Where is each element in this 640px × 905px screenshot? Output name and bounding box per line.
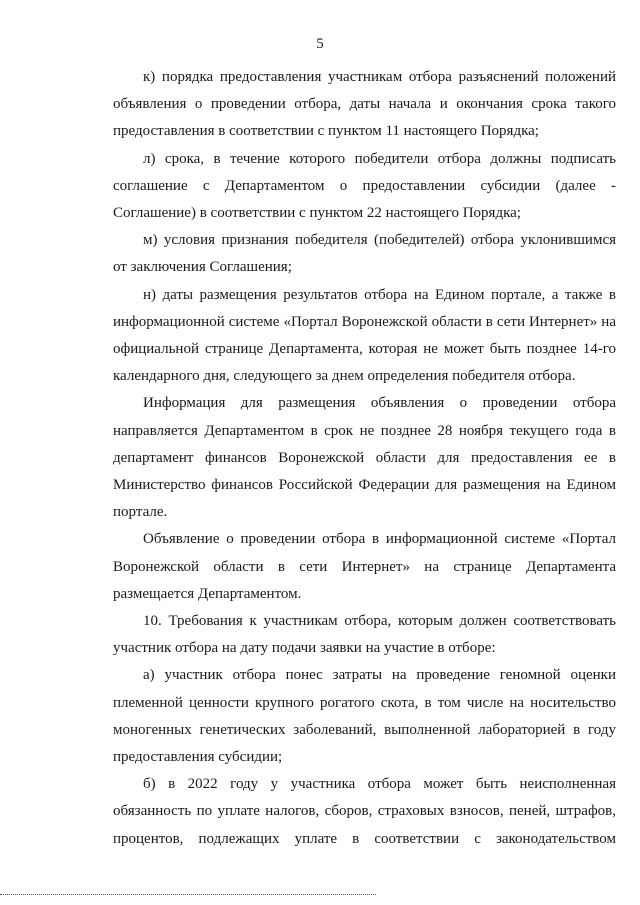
paragraph-item-n: н) даты размещения результатов отбора на Едином портале, а также в информационной системе «Портал Воронежской области в сети Интернет» на официальной странице Департамента, которая не может быть позднее 14-го календарного дня, следующего за днем определения победителя отбора. — [113, 286, 616, 385]
page-number: 5 — [316, 36, 324, 52]
paragraph-item-m: м) условия признания победителя (победителей) отбора уклонившимся от заключения Соглашения; — [113, 232, 616, 276]
paragraph-announcement-placement: Объявление о проведении отбора в информационной системе «Портал Воронежской области в сети Интернет» на странице Департамента размещается Департаментом. — [113, 531, 616, 602]
paragraph-item-k: к) порядка предоставления участникам отбора разъяснений положений объявления о проведении отбора, даты начала и окончания срока такого предоставления в соответствии с пунктом 11 настоящего Порядка; — [113, 69, 616, 140]
footer-divider — [0, 894, 376, 895]
paragraph-item-b: б) в 2022 году у участника отбора может быть неисполненная обязанность по уплате налогов, сборов, страховых взносов, пеней, штрафов, процентов, подлежащих уплате в соответствии с законодательством — [113, 776, 616, 847]
paragraph-item-l: л) срока, в течение которого победители отбора должны подписать соглашение с Департаментом о предоставлении субсидии (далее - Соглашение) в соответствии с пунктом 22 настоящего Порядка; — [113, 150, 616, 222]
document-body — [113, 64, 616, 853]
paragraph-item-a: а) участник отбора понес затраты на проведение геномной оценки племенной ценности крупного рогатого скота, в том числе на носительство моногенных генетических заболеваний, выполненной лабораторией в году предоставления субсидии; — [113, 667, 616, 766]
paragraph-section-10-requirements: 10. Требования к участникам отбора, которым должен соответствовать участник отбора на дату подачи заявки на участие в отборе: — [113, 613, 616, 657]
paragraph-announcement-info: Информация для размещения объявления о проведении отбора направляется Департаментом в срок не позднее 28 ноября текущего года в департамент финансов Воронежской области для предоставления ее в Министерство финансов Российской Федерации для размещения на Едином портале. — [113, 395, 616, 521]
